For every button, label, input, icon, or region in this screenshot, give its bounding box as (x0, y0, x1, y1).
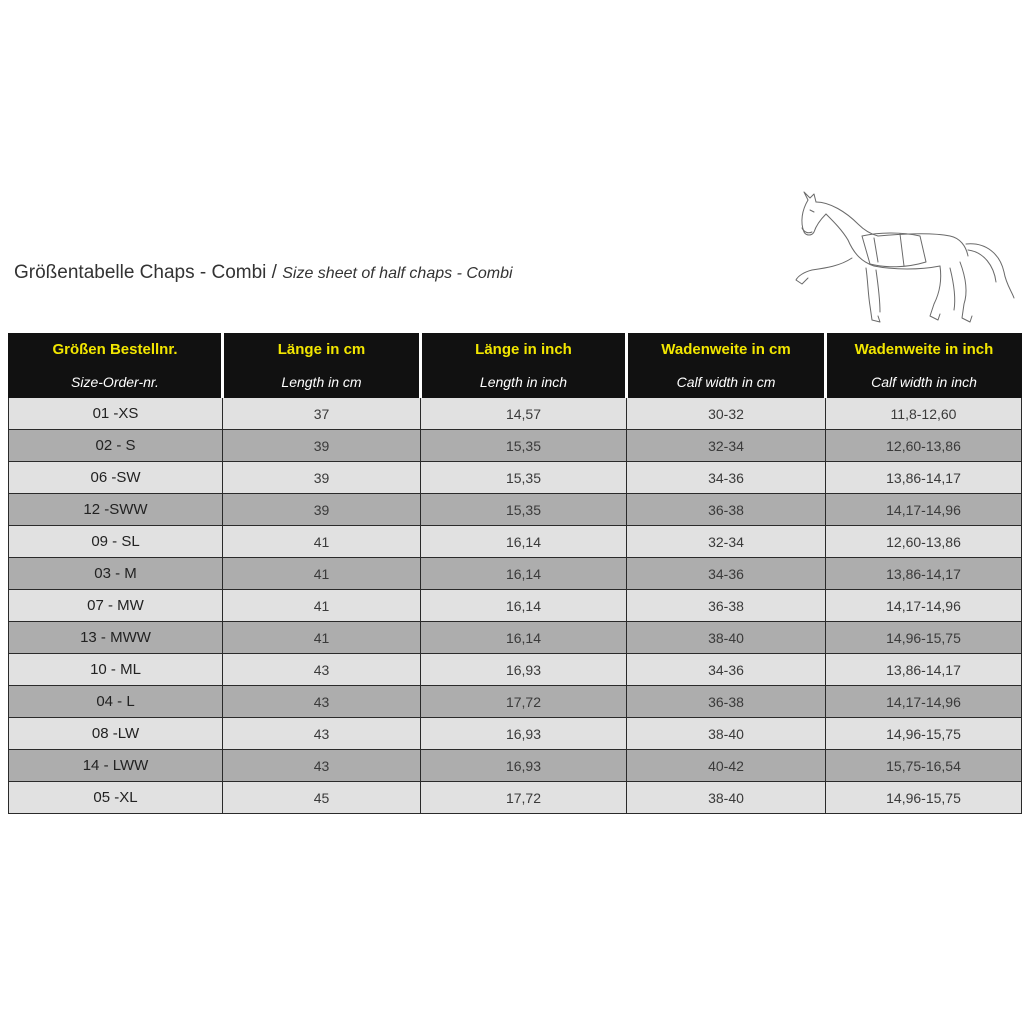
table-cell: 16,93 (421, 654, 627, 686)
table-cell: 16,93 (421, 718, 627, 750)
table-row (9, 494, 1022, 526)
header-cell: Länge in cm (223, 334, 421, 366)
table-row (9, 750, 1022, 782)
header-cell: Länge in inch (421, 334, 627, 366)
table-row (9, 622, 1022, 654)
table-cell: 38-40 (627, 622, 826, 654)
table-cell: 12,60-13,86 (826, 430, 1022, 462)
header-cell: Length in inch (421, 366, 627, 398)
table-row (9, 430, 1022, 462)
title-sub: Size sheet of half chaps - Combi (282, 265, 513, 282)
table-row (9, 782, 1022, 814)
header-cell: Wadenweite in cm (627, 334, 826, 366)
table-row (9, 526, 1022, 558)
table-row (9, 590, 1022, 622)
table-cell: 43 (223, 718, 421, 750)
table-cell: 12,60-13,86 (826, 526, 1022, 558)
table-cell: 37 (223, 398, 421, 430)
table-cell: 13 - MWW (9, 622, 223, 654)
header-row-german (9, 334, 1022, 366)
table-cell: 14,17-14,96 (826, 494, 1022, 526)
table-cell: 12 -SWW (9, 494, 223, 526)
table-cell: 30-32 (627, 398, 826, 430)
table-row (9, 686, 1022, 718)
page-title (14, 262, 513, 284)
table-cell: 09 - SL (9, 526, 223, 558)
table-row (9, 462, 1022, 494)
header-cell: Wadenweite in inch (826, 334, 1022, 366)
table-cell: 34-36 (627, 462, 826, 494)
table-cell: 16,14 (421, 526, 627, 558)
header-cell: Größen Bestellnr. (9, 334, 223, 366)
table-row (9, 398, 1022, 430)
horse-sketch-icon (790, 188, 1016, 330)
table-row (9, 654, 1022, 686)
table-cell: 43 (223, 654, 421, 686)
header-cell: Calf width in inch (826, 366, 1022, 398)
table-cell: 16,14 (421, 558, 627, 590)
table-cell: 14,96-15,75 (826, 718, 1022, 750)
table-cell: 43 (223, 686, 421, 718)
table-cell: 38-40 (627, 782, 826, 814)
table-cell: 36-38 (627, 686, 826, 718)
table-cell: 10 - ML (9, 654, 223, 686)
table-cell: 39 (223, 494, 421, 526)
table-cell: 17,72 (421, 782, 627, 814)
header-row-english (9, 366, 1022, 398)
table-cell: 41 (223, 558, 421, 590)
table-cell: 11,8-12,60 (826, 398, 1022, 430)
table-cell: 17,72 (421, 686, 627, 718)
table-cell: 15,35 (421, 430, 627, 462)
table-cell: 13,86-14,17 (826, 462, 1022, 494)
table-cell: 13,86-14,17 (826, 558, 1022, 590)
table-cell: 02 - S (9, 430, 223, 462)
table-row (9, 558, 1022, 590)
table-cell: 14,96-15,75 (826, 782, 1022, 814)
table-cell: 13,86-14,17 (826, 654, 1022, 686)
table-cell: 16,14 (421, 622, 627, 654)
table-cell: 14 - LWW (9, 750, 223, 782)
title-main: Größentabelle Chaps - Combi / (14, 262, 277, 283)
header-cell: Size-Order-nr. (9, 366, 223, 398)
table-cell: 41 (223, 622, 421, 654)
table-cell: 01 -XS (9, 398, 223, 430)
table-cell: 34-36 (627, 654, 826, 686)
table-cell: 36-38 (627, 590, 826, 622)
table-cell: 39 (223, 430, 421, 462)
table-cell: 38-40 (627, 718, 826, 750)
table-cell: 14,17-14,96 (826, 590, 1022, 622)
table-cell: 32-34 (627, 526, 826, 558)
table-cell: 14,96-15,75 (826, 622, 1022, 654)
table-cell: 07 - MW (9, 590, 223, 622)
header-cell: Calf width in cm (627, 366, 826, 398)
table-cell: 06 -SW (9, 462, 223, 494)
table-cell: 39 (223, 462, 421, 494)
table-cell: 15,75-16,54 (826, 750, 1022, 782)
table-cell: 16,14 (421, 590, 627, 622)
table-cell: 14,17-14,96 (826, 686, 1022, 718)
table-cell: 14,57 (421, 398, 627, 430)
table-cell: 15,35 (421, 462, 627, 494)
table-cell: 41 (223, 590, 421, 622)
table-cell: 45 (223, 782, 421, 814)
table-cell: 15,35 (421, 494, 627, 526)
table-cell: 16,93 (421, 750, 627, 782)
table-cell: 05 -XL (9, 782, 223, 814)
table-cell: 32-34 (627, 430, 826, 462)
table-cell: 08 -LW (9, 718, 223, 750)
table-cell: 36-38 (627, 494, 826, 526)
table-cell: 04 - L (9, 686, 223, 718)
header-cell: Length in cm (223, 366, 421, 398)
size-table (8, 333, 1022, 814)
table-cell: 34-36 (627, 558, 826, 590)
table-cell: 43 (223, 750, 421, 782)
table-cell: 41 (223, 526, 421, 558)
table-cell: 40-42 (627, 750, 826, 782)
table-cell: 03 - M (9, 558, 223, 590)
table-row (9, 718, 1022, 750)
